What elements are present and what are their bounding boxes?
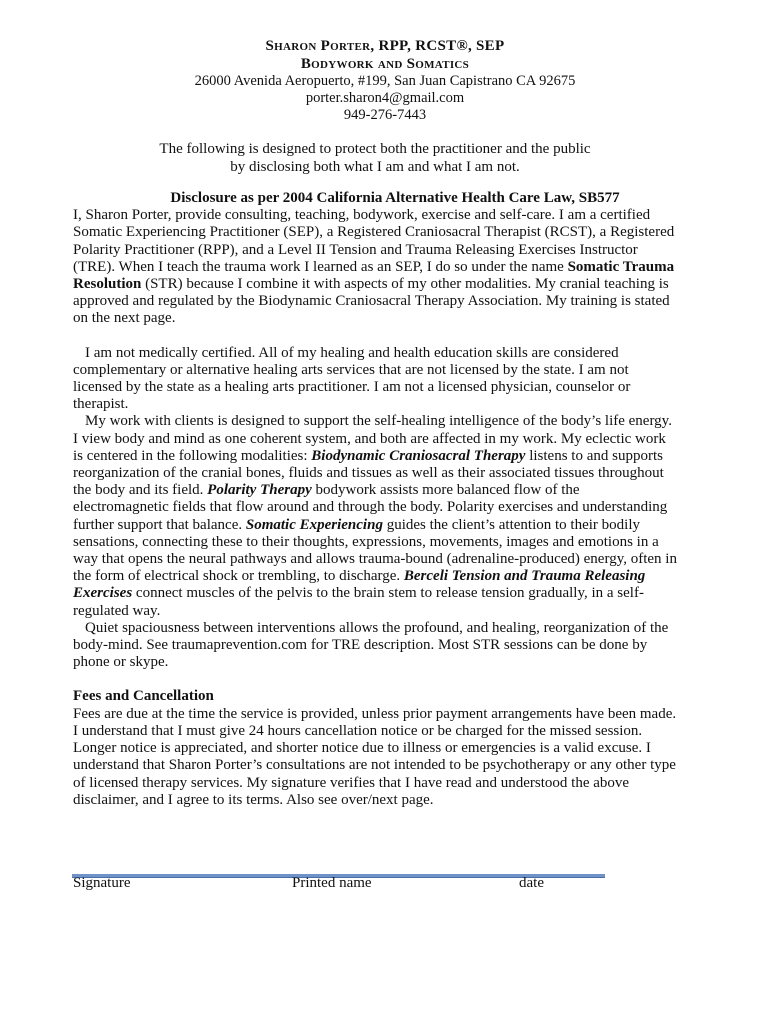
text-span: (STR) because I combine it with aspects of my other modalities. My cranial teaching is approved and regulated by the Biodynamic Craniosacral Therapy Association. My training is stated on the next page.: [73, 276, 670, 327]
signature-label: Signature: [73, 875, 131, 891]
intro-line-1: The following is designed to protect both the practitioner and the public: [159, 141, 591, 157]
text-span: listens to and supports reorganization of the cranial bones, fluids and tissues as well as their associated tissues throughout the body and its field.: [73, 447, 664, 499]
intro-statement: [0, 140, 750, 176]
letterhead: [0, 37, 770, 124]
text-span: bodywork assists more balanced flow of the electromagnetic fields that flow around and through the body. Polarity exercises and understanding further support that balance.: [73, 482, 668, 533]
text-span: My work with clients is designed to support the self-healing intelligence of the body’s life energy. I view body and mind as one coherent system, and both are affected in my work. My eclectic work is centered in the following modalities:: [73, 413, 672, 464]
disclosure-paragraph-4: Quiet spaciousness between interventions allows the profound, and healing, reorganization of the body-mind. See traumaprevention.com for TRE description. Most STR sessions can be done by phone or skype.: [73, 619, 669, 671]
text-span: guides the client’s attention to their bodily sensations, connecting these to their thoughts, expressions, movements, images and emotions in a way that opens the neural pathways and allows trauma-bound (adrenaline-produced) energy, often in the form of electrical shock or trembling, to discharge.: [73, 516, 677, 585]
str-name: Somatic Trauma Resolution: [73, 258, 675, 293]
fees-paragraph: Fees are due at the time the service is provided, unless prior payment arrangements have been made. I understand that I must give 24 hours cancellation notice or be charged for the missed session. Longer notice is appreciated, and shorter notice due to illness or emergencies is a valid excuse. I understand that Sharon Porter’s consultations are not intended to be psychotherapy or any other type of licensed therapy services. My signature verifies that I have read and understood the above disclaimer, and I agree to its terms. Also see over/next page.: [73, 705, 677, 808]
modality-tre: Berceli Tension and Trauma Releasing Exercises: [73, 568, 646, 602]
business-name: Bodywork and Somatics: [300, 56, 470, 72]
fees-heading: Fees and Cancellation: [73, 688, 214, 705]
modality-craniosacral: Biodynamic Craniosacral Therapy: [311, 447, 526, 464]
phone: 949-276-7443: [343, 107, 427, 123]
modality-somatic-experiencing: Somatic Experiencing: [245, 516, 383, 533]
disclosure-paragraph-1: [73, 207, 677, 327]
practitioner-name: Sharon Porter, RPP, RCST®, SEP: [265, 38, 505, 54]
disclosure-paragraph-2: I am not medically certified. All of my healing and health education skills are considered complementary or alternative healing arts services that are not licensed by the state. I am not licensed by the state as a healing arts practitioner. I am not a licensed physician, counselor or therapist.: [73, 344, 631, 413]
date-label: date: [519, 875, 544, 891]
text-span: connect muscles of the pelvis to the brain stem to release tension gradually, in a self-regulated way.: [73, 585, 644, 619]
disclosure-title: Disclosure as per 2004 California Alternative Health Care Law, SB577: [170, 190, 620, 206]
modality-polarity: Polarity Therapy: [207, 482, 312, 499]
email: porter.sharon4@gmail.com: [305, 90, 465, 106]
printed-name-label: Printed name: [292, 875, 372, 891]
paragraph-gap: [73, 671, 677, 688]
disclosure-paragraph-3: [73, 413, 677, 619]
text-span: I, Sharon Porter, provide consulting, teaching, bodywork, exercise and self-care. I am a certified Somatic Experiencing Practitioner (SEP), a Registered Craniosacral Therapist (RCST), a Registered Polarity Practitioner (RPP), and a Level II Tension and Trauma Releasing Exercises Instructor (TRE). When I teach the trauma work I learned as an SEP, I do so under the name: [73, 207, 675, 275]
document-body: [73, 190, 677, 809]
intro-line-2: by disclosing both what I am and what I am not.: [230, 159, 520, 175]
address: 26000 Avenida Aeropuerto, #199, San Juan Capistrano CA 92675: [194, 73, 576, 89]
paragraph-gap: [73, 328, 677, 345]
